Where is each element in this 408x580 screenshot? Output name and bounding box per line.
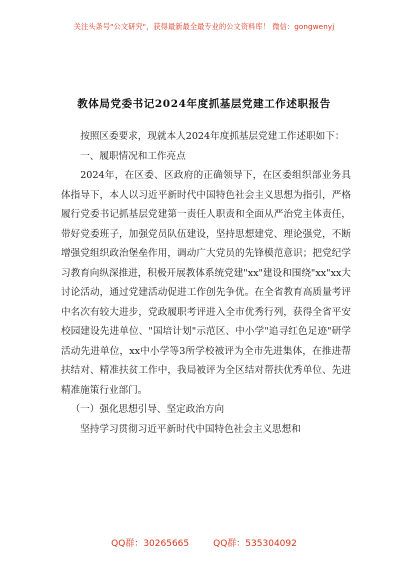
header-promo-banner: 关注头条号"公文研究"，获得最新最全最专业的公文资料库！ 微信：gongwenyj (73, 22, 335, 31)
document-body (61, 127, 351, 439)
body-paragraph: 2024年，在区委、区政府的正确领导下，在区委组织部业务具体指导下，本人以习近平新时代中国特色社会主义思想为指引，严格履行党委书记抓基层党建第一责任人职责和全面从严治党主体责任，带好党委班子，加强党员队伍建设，坚持思想建党、理论强党，不断增强党组织政治堡垒作用，调动广大党员的先锋模范意识；把党纪学习教育向纵深推进，积极开展教体系统党建"xx"建设和围绕"xx"xx大讨论活动，通过党建活动促进工作创先争优。在全省教育高质量考评中名次有较大进步，党政履职考评进入全市优秀行列，获得全省平安校园建设先进单位、"国培计划"示范区、中小学"追寻红色足迹"研学活动先进单位，xx中小学等3所学校被评为全市先进集体，在推进帮扶结对、精准扶贫工作中，我局被评为全区结对帮扶优秀单位、先进精准施策行业部门。 (61, 170, 351, 396)
qq-group-2: QQ群：535304092 (213, 539, 297, 549)
body-paragraph-continued: 坚持学习贯彻习近平新时代中国特色社会主义思想和 (80, 423, 301, 435)
subsection-heading-1: （一）强化思想引导、坚定政治方向 (70, 404, 225, 415)
intro-paragraph: 按照区委要求，现就本人2024年度抓基层党建工作述职如下： (80, 131, 345, 142)
document-title: 教体局党委书记2024年度抓基层党建工作述职报告 (77, 98, 331, 110)
footer-contact (0, 536, 408, 549)
qq-group-1: QQ群：30265665 (111, 539, 190, 549)
section-heading-1: 一、履职情况和工作亮点 (80, 150, 186, 162)
